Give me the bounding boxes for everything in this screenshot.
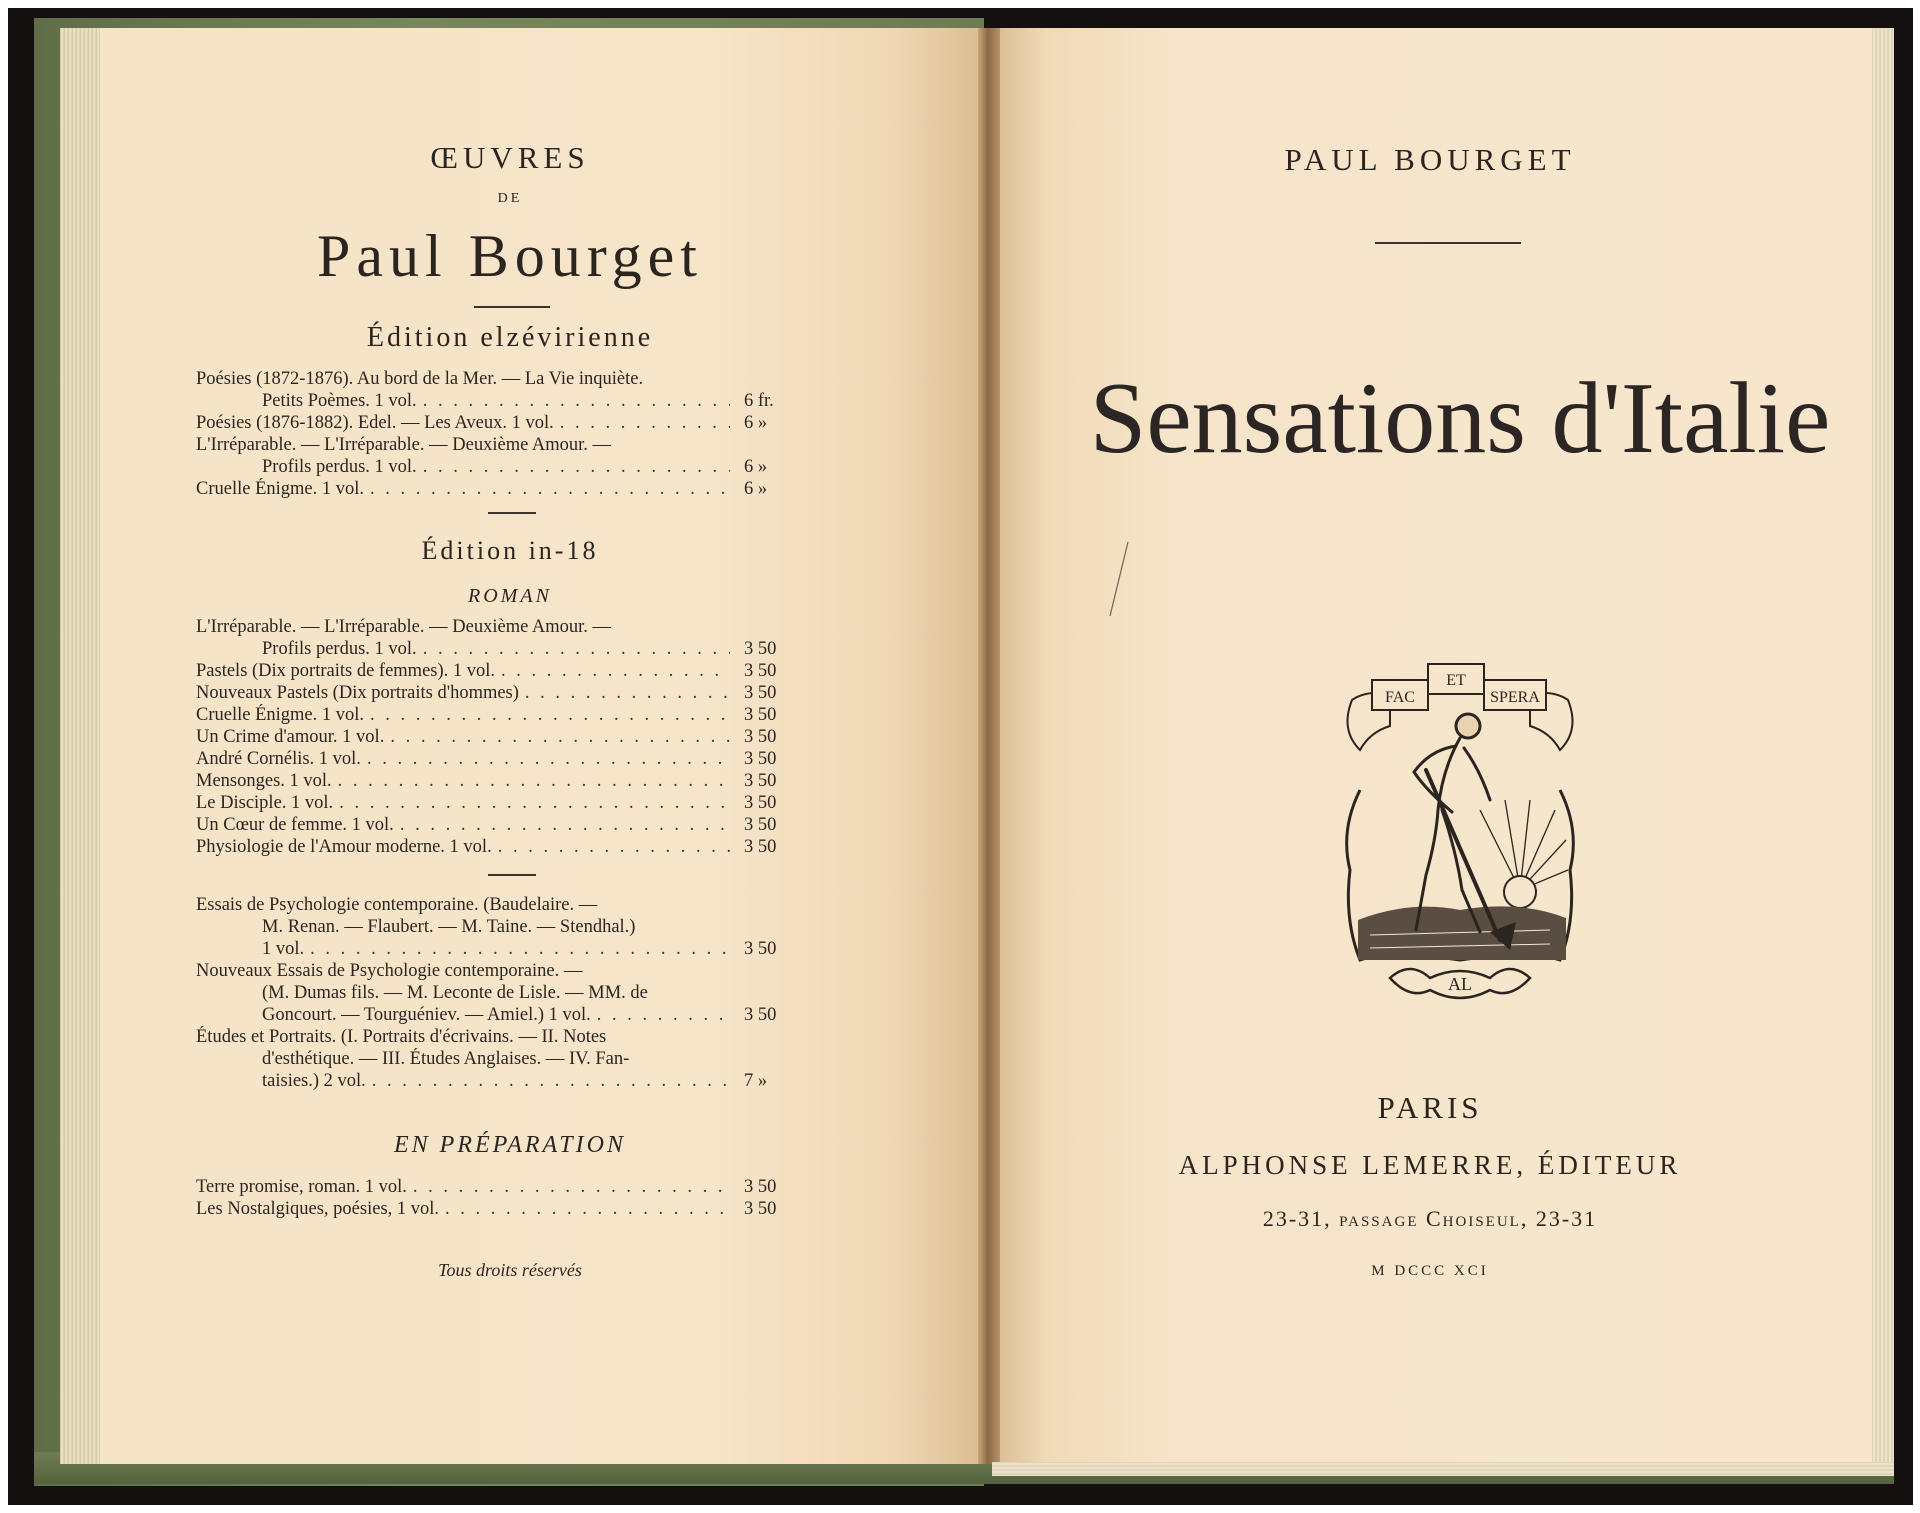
catalog-entry-price: 6 » (744, 479, 768, 499)
catalog-entry-text: Profils perdus. 1 vol. (262, 639, 417, 659)
roman-list (196, 616, 830, 858)
catalog-entry-text: Études et Portraits. (I. Portraits d'écrivains. — II. Notes (196, 1027, 607, 1047)
leader-dots (495, 660, 730, 682)
catalog-entry-text: Un Crime d'amour. 1 vol. (196, 727, 385, 747)
fore-edge-bottom (992, 1462, 1894, 1476)
catalog-entry-line (196, 726, 830, 748)
motto-fac: FAC (1385, 689, 1415, 706)
catalog-entry-price: 3 50 (744, 639, 777, 659)
catalog-entry-line (196, 704, 830, 726)
catalog-entry-line (196, 368, 830, 390)
catalog-entry-text: d'esthétique. — III. Études Anglaises. — IV. Fan- (262, 1049, 630, 1069)
leader-dots (519, 682, 730, 704)
catalog-entry-price: 6 fr. (744, 391, 774, 411)
book-gutter (978, 28, 1000, 1464)
catalog-entry-price: 3 50 (744, 1177, 777, 1197)
leader-dots (439, 1198, 730, 1220)
catalog-entry-text: Profils perdus. 1 vol. (262, 457, 417, 477)
leader-dots (554, 412, 730, 434)
catalog-entry-line (196, 638, 830, 660)
catalog-entry-price: 3 50 (744, 749, 777, 769)
leader-dots (417, 638, 730, 660)
catalog-entry-price: 3 50 (744, 661, 777, 681)
catalog-entry-line (196, 456, 830, 478)
catalog-entry-line (196, 1026, 830, 1048)
divider-rule (488, 512, 536, 514)
catalog-entry-line (196, 616, 830, 638)
catalog-entry-line (196, 960, 830, 982)
preparation-list (196, 1176, 830, 1220)
catalog-entry-line (196, 660, 830, 682)
catalog-entry-line (196, 1004, 830, 1026)
catalog-entry-line (196, 982, 830, 1004)
catalog-entry-line (196, 434, 830, 456)
catalog-entry-text: L'Irréparable. — L'Irréparable. — Deuxième Amour. — (196, 435, 612, 455)
catalog-entry-text: L'Irréparable. — L'Irréparable. — Deuxième Amour. — (196, 617, 612, 637)
catalog-entry-price: 3 50 (744, 793, 777, 813)
catalog-entry-price: 3 50 (744, 939, 777, 959)
catalog-entry-price: 3 50 (744, 683, 777, 703)
catalog-entry-text: Cruelle Énigme. 1 vol. (196, 479, 365, 499)
publisher-emblem-icon (1330, 660, 1590, 1020)
publisher-address: 23-31, passage Choiseul, 23-31 (1262, 1206, 1598, 1231)
publisher-name: ALPHONSE LEMERRE, ÉDITEUR (1178, 1150, 1682, 1180)
leader-dots (417, 390, 730, 412)
catalog-entry-line (196, 682, 830, 704)
catalog-entry-text: Nouveaux Essais de Psychologie contemporaine. — (196, 961, 583, 981)
leader-dots (591, 1004, 730, 1026)
catalog-entry-line (196, 894, 830, 916)
pencil-mark (1104, 540, 1134, 620)
catalog-entry-text: Nouveaux Pastels (Dix portraits d'hommes) (196, 683, 519, 703)
divider-rule (474, 306, 550, 308)
elzevirienne-list (196, 368, 830, 500)
leader-dots (417, 456, 730, 478)
catalog-entry-text: Le Disciple. 1 vol. (196, 793, 334, 813)
de-heading: DE (497, 191, 523, 206)
catalog-entry-price: 3 50 (744, 705, 777, 725)
rights-notice: Tous droits réservés (438, 1260, 582, 1280)
catalog-entry-line (196, 412, 830, 434)
catalog-entry-line (196, 1048, 830, 1070)
edition-in18-heading: Édition in-18 (421, 536, 599, 565)
catalog-entry-text: Les Nostalgiques, poésies, 1 vol. (196, 1199, 440, 1219)
leader-dots (364, 704, 730, 726)
leader-dots (394, 814, 730, 836)
catalog-entry-line (196, 1198, 830, 1220)
leader-dots (407, 1176, 730, 1198)
leader-dots (304, 938, 730, 960)
catalog-entry-line (196, 938, 830, 960)
motto-spera: SPERA (1490, 689, 1540, 706)
catalog-entry-text: Poésies (1876-1882). Edel. — Les Aveux. 1 vol. (196, 413, 554, 433)
catalog-entry-text: Goncourt. — Tourguéniev. — Amiel.) 1 vol. (262, 1005, 591, 1025)
catalog-entry-text: Un Cœur de femme. 1 vol. (196, 815, 394, 835)
catalog-entry-line (196, 1070, 830, 1092)
oeuvres-heading: ŒUVRES (430, 140, 590, 175)
leader-dots (364, 478, 730, 500)
catalog-entry-text: Essais de Psychologie contemporaine. (Baudelaire. — (196, 895, 598, 915)
catalog-entry-price: 6 » (744, 457, 768, 477)
catalog-entry-text: (M. Dumas fils. — M. Leconte de Lisle. — MM. de (262, 983, 648, 1003)
catalog-entry-price: 3 50 (744, 727, 777, 747)
emblem-monogram: AL (1448, 974, 1472, 994)
leader-dots (332, 770, 730, 792)
divider-rule (488, 874, 536, 876)
catalog-entry-line (196, 792, 830, 814)
leader-dots (366, 1070, 730, 1092)
catalog-entry-text: André Cornélis. 1 vol. (196, 749, 361, 769)
roman-heading: ROMAN (468, 585, 552, 607)
title-page-author: PAUL BOURGET (1284, 142, 1576, 177)
catalog-entry-price: 3 50 (744, 837, 777, 857)
leader-dots (492, 836, 730, 858)
author-heading: Paul Bourget (317, 223, 703, 289)
catalog-entry-text: Pastels (Dix portraits de femmes). 1 vol. (196, 661, 496, 681)
catalog-entry-line (196, 1176, 830, 1198)
catalog-entry-text: Petits Poèmes. 1 vol. (262, 391, 417, 411)
catalog-entry-text: Cruelle Énigme. 1 vol. (196, 705, 365, 725)
catalog-entry-text: M. Renan. — Flaubert. — M. Taine. — Stendhal.) (262, 917, 636, 937)
catalog-entry-text: Poésies (1872-1876). Au bord de la Mer. — La Vie inquiète. (196, 369, 644, 389)
catalog-entry-line (196, 478, 830, 500)
leader-dots (333, 792, 730, 814)
publication-date: M DCCC XCI (1371, 1263, 1489, 1279)
page-edges-left (60, 28, 100, 1464)
catalog-entry-line (196, 814, 830, 836)
fore-edge (1872, 28, 1894, 1464)
catalog-entry-text: 1 vol. (262, 939, 305, 959)
catalog-entry-text: Physiologie de l'Amour moderne. 1 vol. (196, 837, 492, 857)
catalog-entry-price: 6 » (744, 413, 768, 433)
publication-city: PARIS (1377, 1090, 1483, 1125)
catalog-entry-line (196, 916, 830, 938)
leader-dots (384, 726, 730, 748)
catalog-entry-price: 3 50 (744, 771, 777, 791)
edition-elzevirienne-heading: Édition elzévirienne (366, 322, 654, 353)
motto-et: ET (1446, 672, 1466, 689)
catalog-entry-text: taisies.) 2 vol. (262, 1071, 366, 1091)
catalog-entry-line (196, 390, 830, 412)
essais-list (196, 894, 830, 1092)
preparation-heading: EN PRÉPARATION (394, 1132, 626, 1158)
catalog-entry-line (196, 748, 830, 770)
catalog-entry-text: Mensonges. 1 vol. (196, 771, 332, 791)
catalog-entry-price: 3 50 (744, 1199, 777, 1219)
catalog-entry-line (196, 836, 830, 858)
catalog-entry-text: Terre promise, roman. 1 vol. (196, 1177, 407, 1197)
catalog-entry-price: 3 50 (744, 1005, 777, 1025)
catalog-entry-line (196, 770, 830, 792)
title-divider-rule (1375, 242, 1521, 244)
leader-dots (361, 748, 730, 770)
book-title: Sensations d'Italie (1089, 362, 1831, 475)
catalog-entry-price: 3 50 (744, 815, 777, 835)
catalog-entry-price: 7 » (744, 1071, 768, 1091)
